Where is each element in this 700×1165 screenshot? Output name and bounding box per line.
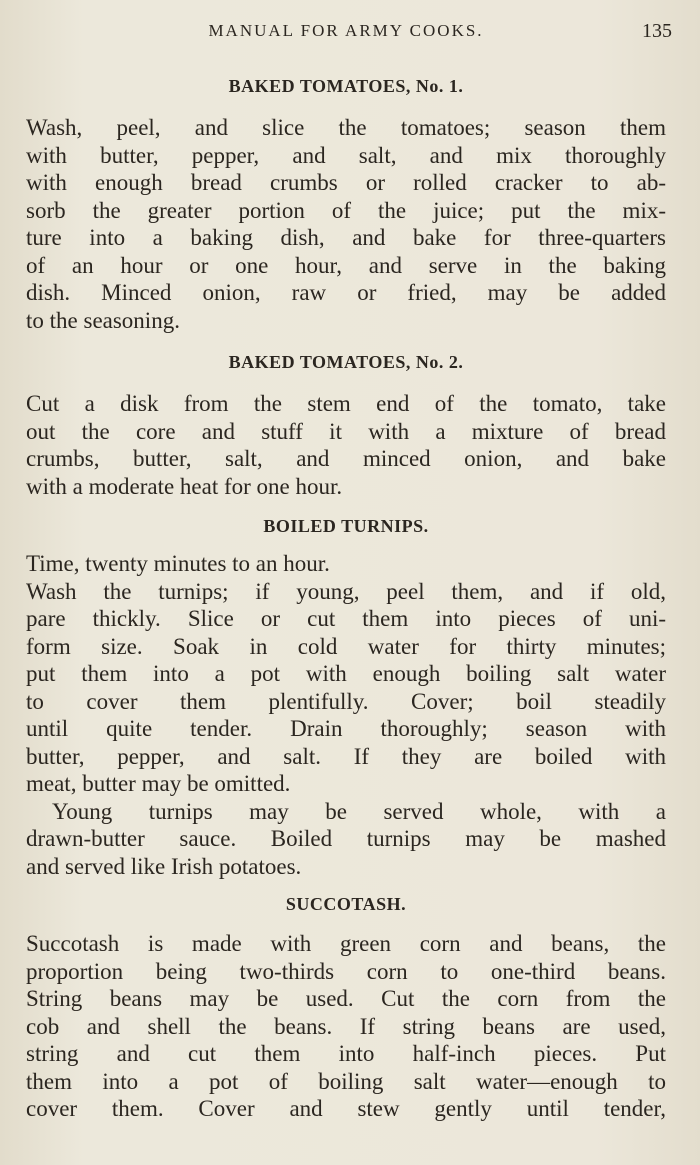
- text-line: cover them. Cover and stew gently until tender,: [26, 1096, 666, 1121]
- text-line: proportion being two-thirds corn to one-third beans.: [26, 958, 666, 984]
- text-line: put them into a pot with enough boiling salt water: [26, 661, 666, 686]
- text-line: Young turnips may be served whole, with a: [52, 798, 666, 824]
- running-title: MANUAL FOR ARMY COOKS.: [208, 21, 484, 40]
- text-line: String beans may be used. Cut the corn from the: [26, 986, 666, 1011]
- text-line: with a moderate heat for one hour.: [26, 473, 343, 499]
- text-line: of an hour or one hour, and serve in the baking: [26, 252, 666, 278]
- section-title-baked-tomatoes-2: BAKED TOMATOES, No. 2.: [228, 352, 464, 372]
- text-line: with butter, pepper, and salt, and mix thoroughly: [26, 142, 666, 168]
- text-line: string and cut them into half-inch pieces. Put: [26, 1041, 666, 1066]
- text-line: crumbs, butter, salt, and minced onion, and bake: [26, 446, 666, 471]
- recipe-boiled-turnips: [26, 550, 666, 880]
- recipe-succotash: [26, 930, 666, 1123]
- text-line: butter, pepper, and salt. If they are boiled with: [26, 743, 666, 769]
- text-line: with enough bread crumbs or rolled cracker to ab-: [26, 170, 666, 195]
- text-line: form size. Soak in cold water for thirty minutes;: [26, 633, 666, 659]
- text-line: them into a pot of boiling salt water—enough to: [26, 1068, 666, 1094]
- text-line: Wash, peel, and slice the tomatoes; season them: [26, 115, 666, 140]
- text-line: drawn-butter sauce. Boiled turnips may be mashed: [26, 826, 666, 851]
- text-line: until quite tender. Drain thoroughly; season with: [26, 716, 666, 741]
- recipe-baked-tomatoes-2: [26, 390, 666, 500]
- text-line: meat, butter may be omitted.: [26, 771, 291, 796]
- text-line: out the core and stuff it with a mixture of bread: [26, 418, 666, 444]
- page-number: 135: [642, 20, 672, 42]
- text-line: to the seasoning.: [26, 307, 180, 333]
- time-line: Time, twenty minutes to an hour.: [26, 551, 330, 576]
- text-line: pare thickly. Slice or cut them into pieces of uni-: [26, 606, 666, 631]
- text-line: Succotash is made with green corn and beans, the: [26, 931, 666, 956]
- text-line: cob and shell the beans. If string beans are used,: [26, 1013, 666, 1039]
- section-title-baked-tomatoes-1: BAKED TOMATOES, No. 1.: [228, 76, 464, 96]
- text-line: dish. Minced onion, raw or fried, may be added: [26, 280, 666, 305]
- section-title-boiled-turnips: BOILED TURNIPS.: [263, 516, 429, 536]
- section-title-succotash: SUCCOTASH.: [285, 894, 407, 914]
- recipe-baked-tomatoes-1: [26, 114, 666, 334]
- text-line: Wash the turnips; if young, peel them, and if old,: [26, 578, 666, 604]
- text-line: Cut a disk from the stem end of the tomato, take: [26, 391, 666, 416]
- text-line: sorb the greater portion of the juice; put the mix-: [26, 197, 666, 223]
- text-line: ture into a baking dish, and bake for three-quarters: [26, 225, 666, 250]
- text-line: and served like Irish potatoes.: [26, 853, 302, 879]
- text-line: to cover them plentifully. Cover; boil steadily: [26, 688, 666, 714]
- running-head: [26, 16, 672, 46]
